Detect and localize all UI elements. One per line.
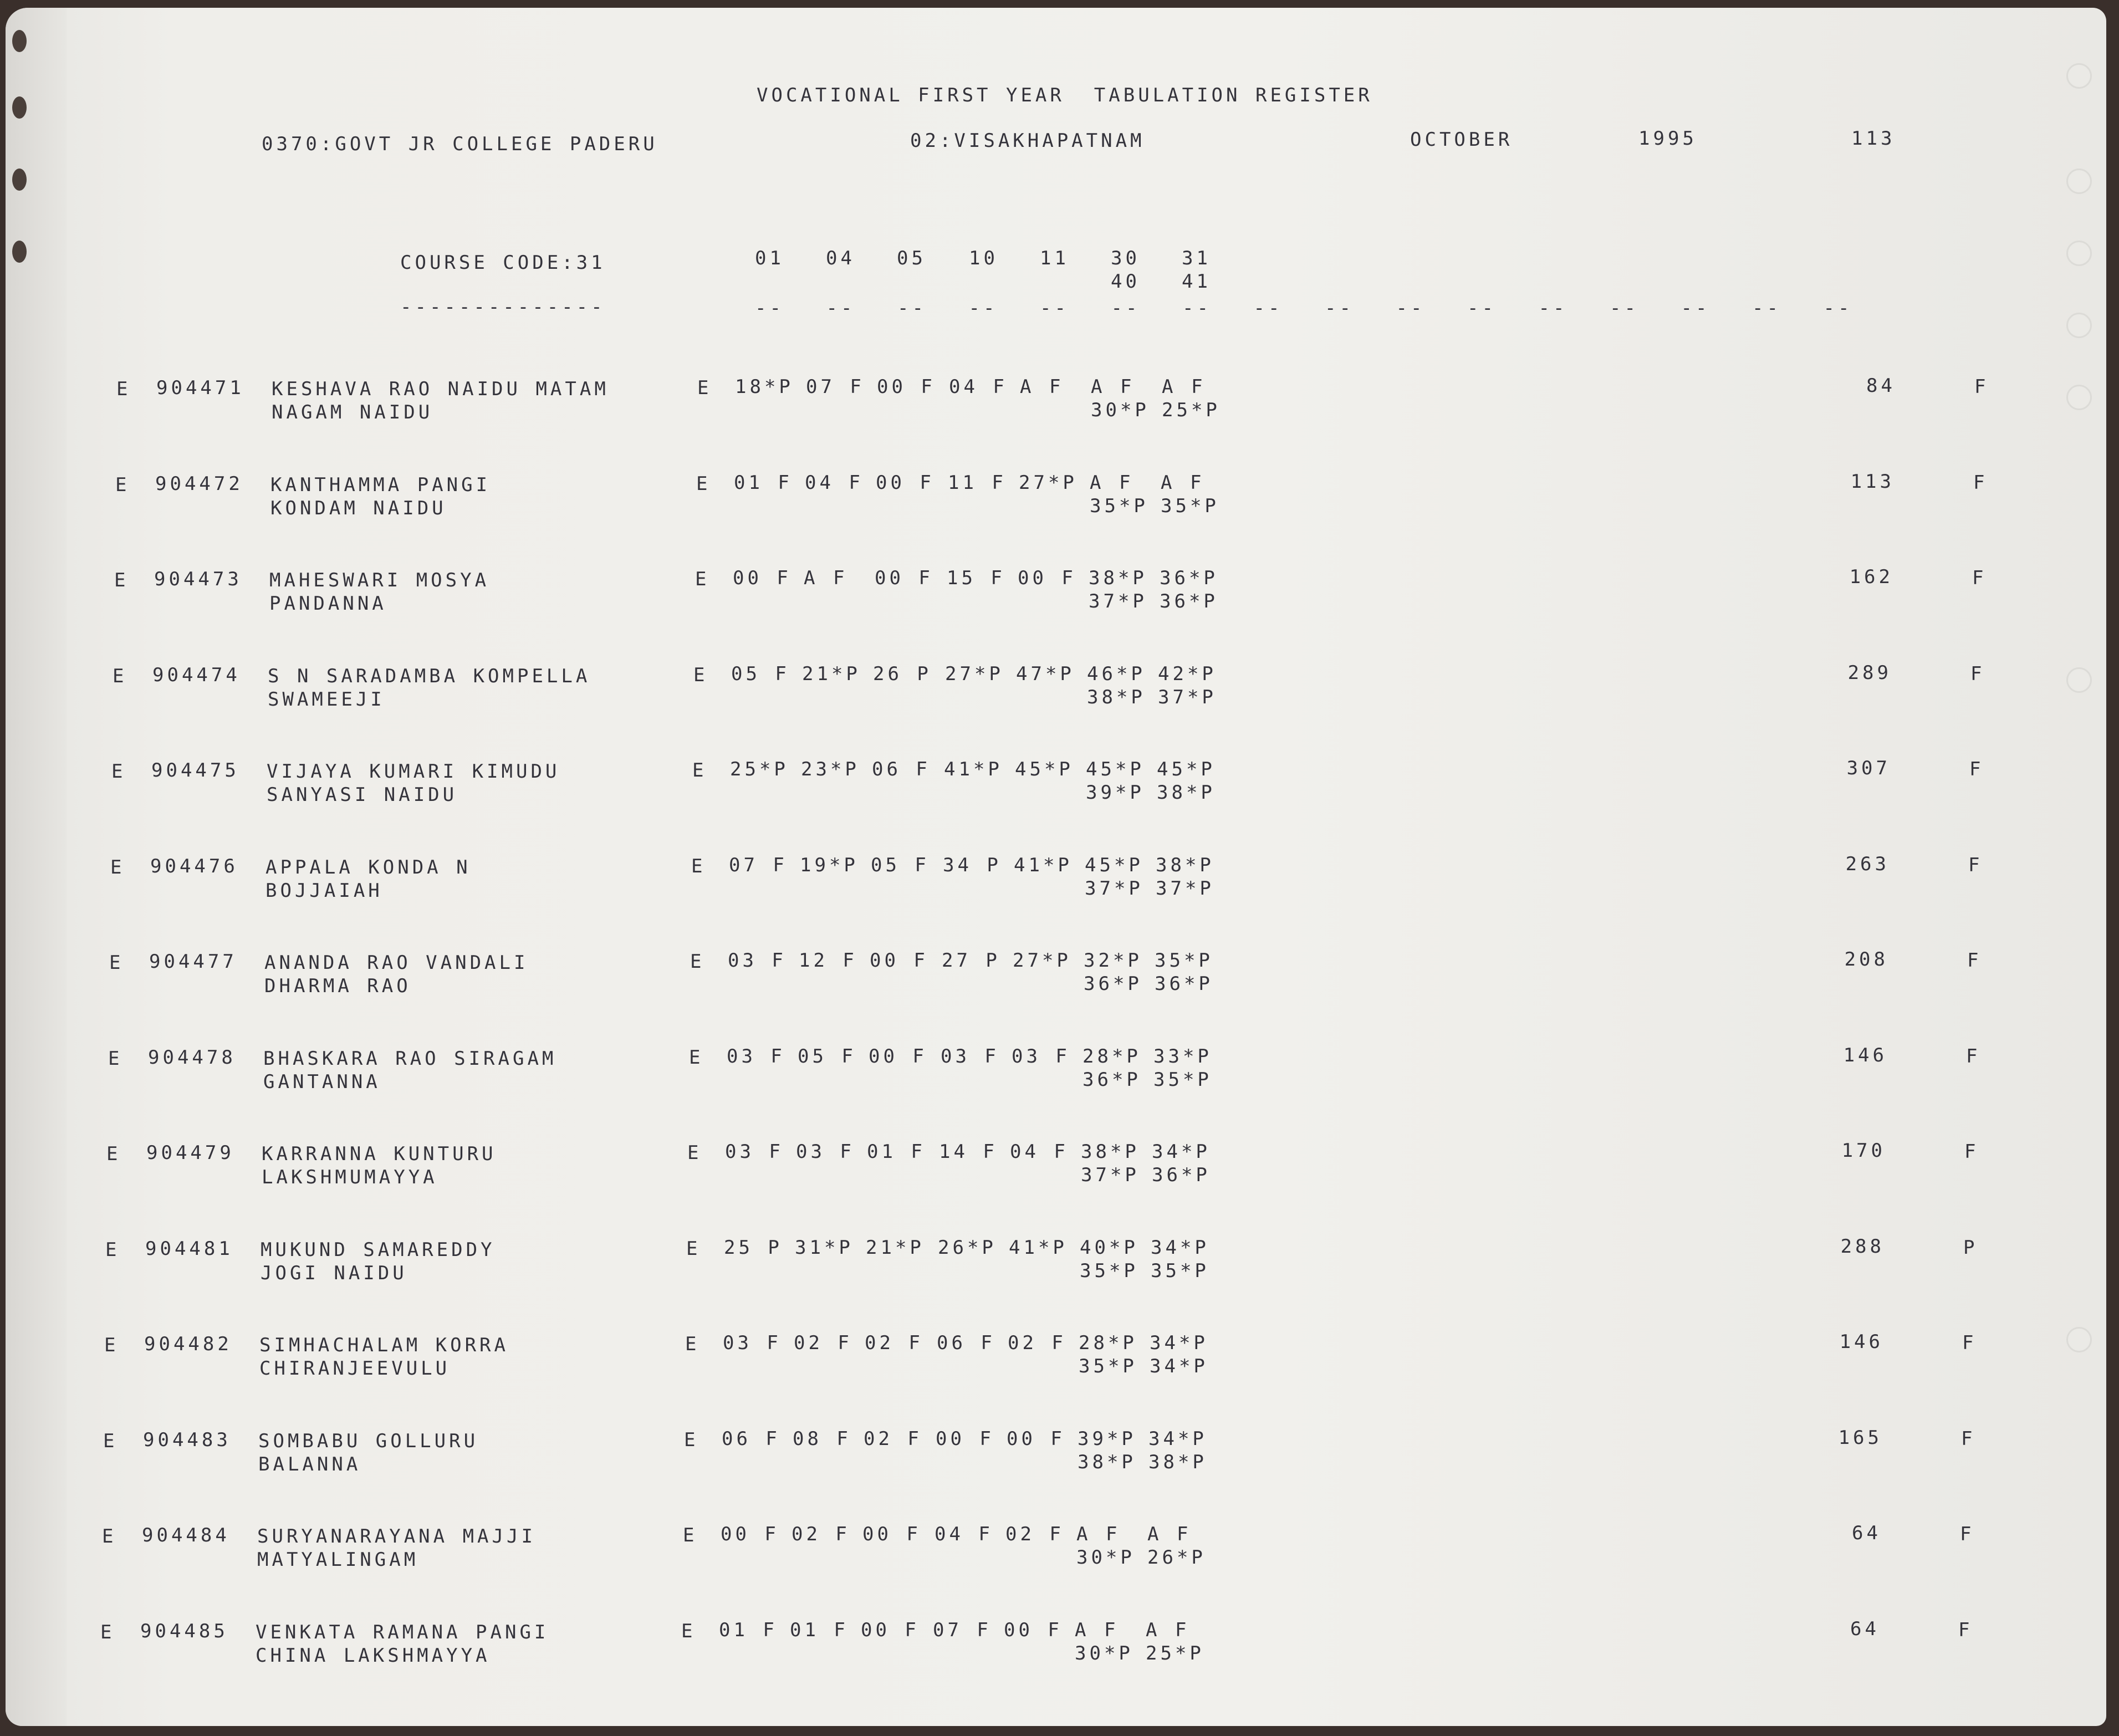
student-name: KANTHAMMA PANGI	[270, 473, 491, 496]
subject-code: 01	[755, 247, 784, 269]
result-status: F	[1966, 1045, 1981, 1068]
medium-code: E	[684, 1428, 699, 1451]
subject-mark: 21*P	[866, 1236, 925, 1259]
father-name: CHINA LAKSHMAYYA	[256, 1644, 491, 1667]
student-row	[6, 1037, 2106, 1092]
exam-type: E	[111, 760, 126, 783]
tractor-hole	[2066, 241, 2092, 266]
result-status: F	[1970, 662, 1985, 685]
roll-number: 904482	[144, 1333, 232, 1355]
student-name: SOMBABU GOLLURU	[258, 1429, 479, 1452]
subject-mark: 02 F	[792, 1523, 850, 1545]
binder-hole	[12, 30, 27, 52]
father-name: MATYALINGAM	[257, 1549, 419, 1571]
roll-number: 904471	[156, 377, 244, 399]
subject-mark: 08 F	[793, 1427, 851, 1450]
total-marks: 289	[1847, 661, 1892, 684]
subject-mark: 02 F	[1005, 1523, 1064, 1545]
subject-mark: 00 F	[862, 1523, 921, 1545]
student-name: MAHESWARI MOSYA	[269, 569, 490, 591]
subject-mark-secondary: 30*P	[1076, 1546, 1135, 1569]
subject-mark: 03 F	[941, 1045, 999, 1068]
subject-mark: 02 F	[1008, 1332, 1066, 1354]
college-name: 0370:GOVT JR COLLEGE PADERU	[262, 133, 658, 155]
subject-mark: 00 F	[1007, 1427, 1065, 1450]
student-name: KESHAVA RAO NAIDU MATAM	[272, 378, 609, 400]
subject-mark: 00 F	[877, 376, 936, 398]
result-status: F	[1972, 567, 1987, 589]
subject-mark: 45*P	[1086, 758, 1145, 780]
roll-number: 904473	[154, 568, 242, 590]
subject-mark: 00 F	[721, 1523, 779, 1545]
column-dash: --	[1610, 297, 1639, 319]
father-name: JOGI NAIDU	[261, 1262, 407, 1284]
total-marks: 288	[1840, 1235, 1885, 1258]
subject-mark: 28*P	[1083, 1045, 1141, 1068]
subject-mark: 03 F	[727, 1045, 785, 1068]
father-name: BALANNA	[258, 1453, 361, 1475]
column-dash: --	[1681, 297, 1710, 319]
subject-code-secondary: 41	[1182, 270, 1211, 293]
subject-mark: 02 F	[794, 1332, 852, 1354]
medium-code: E	[681, 1620, 696, 1642]
exam-type: E	[103, 1429, 118, 1452]
subject-mark-secondary: 38*P	[1157, 782, 1216, 804]
student-row	[6, 654, 2106, 709]
roll-number: 904481	[145, 1237, 233, 1260]
subject-mark-secondary: 38*P	[1078, 1451, 1136, 1473]
subject-mark: A F	[1020, 376, 1064, 398]
result-status: F	[1960, 1523, 1975, 1545]
medium-code: E	[691, 855, 706, 877]
result-status: F	[1964, 1141, 1979, 1163]
subject-mark: 03 F	[1012, 1045, 1070, 1068]
subject-mark: 00 F	[875, 567, 933, 589]
medium-code: E	[692, 759, 707, 782]
subject-mark-secondary: 36*P	[1160, 590, 1218, 612]
subject-mark: A F	[1091, 376, 1135, 398]
subject-mark: 00 F	[861, 1618, 920, 1641]
student-name: MUKUND SAMAREDDY	[261, 1238, 496, 1261]
subject-mark-secondary: 35*P	[1080, 1259, 1138, 1282]
roll-number: 904474	[152, 663, 241, 686]
page-number: 113	[1851, 127, 1896, 150]
exam-type: E	[106, 1143, 121, 1165]
total-marks: 64	[1852, 1522, 1881, 1544]
subject-mark: 34*P	[1151, 1236, 1209, 1259]
district-name: 02:VISAKHAPATNAM	[910, 130, 1145, 152]
subject-mark: 41*P	[944, 758, 1003, 780]
subject-mark: 04 F	[805, 471, 864, 494]
subject-mark-secondary: 38*P	[1148, 1451, 1207, 1473]
father-name: SWAMEEJI	[268, 688, 385, 711]
exam-type: E	[102, 1525, 117, 1548]
subject-mark: 00 F	[876, 471, 935, 494]
student-row	[6, 845, 2106, 901]
subject-mark: 25 P	[724, 1236, 783, 1259]
course-code: COURSE CODE:31	[400, 252, 606, 274]
exam-type: E	[114, 569, 129, 591]
total-marks: 170	[1841, 1140, 1886, 1162]
course-underline: --------------	[400, 296, 606, 318]
exam-type: E	[113, 665, 127, 687]
subject-mark: 19*P	[800, 854, 859, 876]
subject-code: 11	[1040, 247, 1069, 269]
total-marks: 208	[1844, 948, 1888, 971]
tractor-hole	[2066, 63, 2092, 89]
subject-mark: 39*P	[1078, 1427, 1136, 1450]
roll-number: 904477	[149, 951, 237, 973]
student-row	[6, 1323, 2106, 1378]
subject-mark: 45*P	[1015, 758, 1074, 780]
roll-number: 904472	[155, 472, 243, 495]
column-dash: --	[1182, 297, 1212, 319]
roll-number: 904483	[143, 1428, 231, 1451]
subject-mark: 28*P	[1079, 1332, 1137, 1354]
column-dash: --	[1396, 297, 1426, 319]
student-row	[6, 1228, 2106, 1283]
subject-mark: 27*P	[1013, 949, 1071, 972]
medium-code: E	[695, 568, 710, 590]
subject-mark-secondary: 35*P	[1161, 494, 1219, 517]
column-dash: --	[1538, 297, 1568, 319]
subject-mark: 41*P	[1014, 854, 1073, 876]
roll-number: 904475	[151, 759, 239, 782]
subject-mark: A F	[1161, 471, 1205, 494]
column-dash: --	[1752, 297, 1781, 319]
subject-mark: A F	[1076, 1523, 1121, 1545]
subject-mark-secondary: 37*P	[1156, 877, 1214, 900]
subject-mark: 00 F	[733, 567, 792, 589]
subject-mark-secondary: 25*P	[1146, 1642, 1204, 1664]
subject-mark: 12 F	[799, 949, 857, 972]
subject-mark: 03 F	[723, 1332, 782, 1354]
subject-mark: 38*P	[1089, 567, 1147, 589]
subject-mark: 34*P	[1152, 1141, 1211, 1163]
student-row	[6, 1610, 2106, 1666]
subject-mark: 00 F	[936, 1427, 994, 1450]
subject-mark: 00 F	[870, 949, 928, 972]
exam-type: E	[104, 1334, 119, 1356]
medium-code: E	[689, 1046, 704, 1069]
subject-mark-secondary: 36*P	[1155, 973, 1213, 995]
subject-mark: 46*P	[1087, 662, 1146, 685]
exam-type: E	[110, 856, 125, 879]
binder-hole	[12, 96, 27, 119]
subject-mark: A F	[804, 567, 848, 589]
subject-mark: 01 F	[734, 471, 793, 494]
subject-mark-secondary: 36*P	[1152, 1164, 1211, 1186]
medium-code: E	[686, 1237, 701, 1260]
subject-mark-secondary: 37*P	[1089, 590, 1147, 612]
total-marks: 64	[1850, 1617, 1880, 1640]
subject-mark: 34*P	[1148, 1427, 1207, 1450]
student-name: APPALA KONDA N	[265, 856, 471, 879]
subject-mark: 03 F	[728, 949, 787, 972]
medium-code: E	[697, 377, 712, 399]
result-status: F	[1962, 1332, 1977, 1354]
column-dash: --	[1111, 297, 1141, 319]
subject-mark: 02 F	[865, 1332, 923, 1354]
subject-code: 31	[1182, 247, 1211, 269]
subject-mark: 07 F	[933, 1618, 992, 1641]
subject-mark: A F	[1090, 471, 1134, 494]
student-name: BHASKARA RAO SIRAGAM	[263, 1047, 557, 1070]
exam-month: OCTOBER	[1410, 129, 1513, 151]
column-dash: --	[968, 297, 998, 319]
subject-mark: 26*P	[938, 1236, 997, 1259]
subject-mark: 04 F	[935, 1523, 993, 1545]
subject-mark: 04 F	[1010, 1141, 1069, 1163]
subject-mark: 05 F	[871, 854, 930, 876]
column-dash: --	[1823, 297, 1853, 319]
binder-hole	[12, 241, 27, 263]
subject-mark: 04 F	[949, 376, 1008, 398]
student-row	[6, 463, 2106, 518]
exam-type: E	[108, 1047, 123, 1070]
exam-type: E	[105, 1238, 120, 1261]
subject-code-secondary: 40	[1111, 270, 1140, 293]
father-name: CHIRANJEEVULU	[259, 1357, 451, 1380]
subject-mark: 14 F	[939, 1141, 998, 1163]
roll-number: 904485	[140, 1620, 228, 1642]
roll-number: 904476	[150, 855, 238, 877]
father-name: PANDANNA	[269, 593, 387, 615]
subject-mark-secondary: 35*P	[1151, 1259, 1209, 1282]
subject-mark: 00 F	[869, 1045, 927, 1068]
total-marks: 165	[1838, 1426, 1882, 1449]
subject-mark: 00 F	[1018, 567, 1076, 589]
exam-year: 1995	[1638, 127, 1697, 150]
subject-mark-secondary: 36*P	[1083, 1068, 1141, 1091]
subject-mark: 01 F	[719, 1618, 778, 1641]
subject-mark: 11 F	[948, 471, 1007, 494]
father-name: LAKSHMUMAYYA	[262, 1166, 438, 1188]
student-row	[6, 749, 2106, 805]
total-marks: 263	[1845, 852, 1890, 875]
subject-mark: 03 F	[725, 1141, 784, 1163]
subject-mark-secondary: 35*P	[1090, 494, 1148, 517]
roll-number: 904484	[142, 1524, 230, 1546]
total-marks: 113	[1850, 470, 1895, 493]
subject-mark: 05 F	[731, 662, 790, 685]
roll-number: 904479	[146, 1142, 234, 1164]
subject-mark: 38*P	[1081, 1141, 1140, 1163]
medium-code: E	[683, 1524, 698, 1546]
total-marks: 146	[1843, 1044, 1887, 1066]
subject-mark-secondary: 36*P	[1084, 973, 1142, 995]
total-marks: 146	[1839, 1331, 1883, 1353]
subject-mark: 47*P	[1016, 662, 1075, 685]
father-name: BOJJAIAH	[265, 879, 383, 902]
student-name: VIJAYA KUMARI KIMUDU	[267, 760, 560, 783]
subject-mark-secondary: 34*P	[1150, 1355, 1208, 1377]
subject-mark: 07 F	[806, 376, 865, 398]
student-name: ANANDA RAO VANDALI	[264, 952, 529, 974]
student-name: SIMHACHALAM KORRA	[259, 1334, 509, 1356]
student-name: SURYANARAYANA MAJJI	[257, 1525, 536, 1548]
subject-mark-secondary: 25*P	[1162, 399, 1221, 421]
subject-mark: 21*P	[802, 662, 861, 685]
subject-code: 30	[1111, 247, 1140, 269]
subject-mark: A F	[1162, 376, 1206, 398]
subject-mark-secondary: 35*P	[1153, 1068, 1212, 1091]
result-status: F	[1974, 376, 1989, 398]
subject-mark: 34 P	[943, 854, 1002, 876]
result-status: F	[1968, 854, 1983, 876]
subject-mark-secondary: 38*P	[1087, 686, 1146, 708]
subject-mark: 26 P	[873, 662, 932, 685]
student-row	[6, 1132, 2106, 1187]
student-name: S N SARADAMBA KOMPELLA	[268, 665, 591, 687]
subject-mark: 18*P	[735, 376, 794, 398]
subject-mark-secondary: 37*P	[1158, 686, 1217, 708]
subject-mark: 05 F	[798, 1045, 856, 1068]
subject-mark: A F	[1146, 1618, 1190, 1641]
subject-mark: 38*P	[1156, 854, 1214, 876]
total-marks: 162	[1849, 566, 1893, 588]
column-dash: --	[826, 297, 856, 319]
subject-mark: 27*P	[945, 662, 1004, 685]
medium-code: E	[687, 1142, 702, 1164]
student-row	[6, 941, 2106, 996]
column-dash: --	[1253, 297, 1283, 319]
subject-mark: 06 F	[872, 758, 931, 780]
subject-mark: 03 F	[796, 1141, 855, 1163]
column-dash: --	[755, 297, 784, 319]
subject-mark: 42*P	[1158, 662, 1217, 685]
subject-mark: 00 F	[1004, 1618, 1063, 1641]
subject-mark: 45*P	[1157, 758, 1216, 780]
result-status: F	[1958, 1618, 1973, 1641]
exam-type: E	[115, 473, 130, 496]
total-marks: 84	[1866, 375, 1896, 397]
subject-mark: A F	[1147, 1523, 1192, 1545]
subject-mark: 27 P	[942, 949, 1000, 972]
subject-mark: 27*P	[1019, 471, 1078, 494]
student-row	[6, 558, 2106, 614]
exam-type: E	[109, 952, 124, 974]
exam-type: E	[116, 378, 131, 400]
subject-mark: 25*P	[730, 758, 789, 780]
student-name: VENKATA RAMANA PANGI	[256, 1621, 549, 1643]
subject-mark-secondary: 37*P	[1081, 1164, 1140, 1186]
subject-mark: 35*P	[1155, 949, 1213, 972]
father-name: DHARMA RAO	[264, 975, 411, 997]
result-status: F	[1973, 471, 1988, 494]
subject-mark: 32*P	[1084, 949, 1142, 972]
student-name: KARRANNA KUNTURU	[262, 1143, 497, 1165]
subject-code: 05	[897, 247, 926, 269]
result-status: F	[1967, 949, 1982, 972]
subject-mark: 15 F	[947, 567, 1005, 589]
subject-mark: A F	[1075, 1618, 1119, 1641]
medium-code: E	[690, 951, 705, 973]
subject-mark: 01 F	[790, 1618, 849, 1641]
subject-mark: 36*P	[1160, 567, 1218, 589]
student-row	[6, 1514, 2106, 1570]
student-row	[6, 1419, 2106, 1474]
binder-hole	[12, 169, 27, 191]
roll-number: 904478	[148, 1046, 236, 1069]
subject-mark: 07 F	[729, 854, 788, 876]
student-row	[6, 367, 2106, 422]
subject-mark: 23*P	[801, 758, 860, 780]
subject-mark: 31*P	[795, 1236, 854, 1259]
register-sheet	[6, 8, 2106, 1726]
subject-mark-secondary: 30*P	[1091, 399, 1150, 421]
subject-mark: 33*P	[1153, 1045, 1212, 1068]
subject-mark: 40*P	[1080, 1236, 1138, 1259]
subject-mark: 34*P	[1150, 1332, 1208, 1354]
result-status: F	[1969, 758, 1984, 780]
exam-type: E	[100, 1621, 115, 1643]
total-marks: 307	[1846, 757, 1891, 779]
father-name: NAGAM NAIDU	[272, 401, 433, 423]
subject-mark-secondary: 35*P	[1079, 1355, 1137, 1377]
column-dash: --	[897, 297, 927, 319]
subject-code: 04	[826, 247, 855, 269]
column-dash: --	[1325, 297, 1354, 319]
father-name: SANYASI NAIDU	[267, 784, 458, 806]
subject-mark: 45*P	[1085, 854, 1143, 876]
column-dash: --	[1467, 297, 1497, 319]
subject-mark-secondary: 26*P	[1147, 1546, 1206, 1569]
father-name: KONDAM NAIDU	[270, 497, 447, 519]
father-name: GANTANNA	[263, 1070, 381, 1093]
tractor-hole	[2066, 313, 2092, 338]
subject-mark: 02 F	[864, 1427, 922, 1450]
subject-code: 10	[969, 247, 998, 269]
register-title: VOCATIONAL FIRST YEAR TABULATION REGISTER	[757, 84, 1373, 106]
column-dash: --	[1040, 297, 1069, 319]
medium-code: E	[685, 1333, 700, 1355]
subject-mark: 01 F	[867, 1141, 926, 1163]
subject-mark-secondary: 39*P	[1086, 782, 1145, 804]
result-status: P	[1963, 1236, 1978, 1259]
subject-mark-secondary: 30*P	[1075, 1642, 1133, 1664]
subject-mark: 06 F	[937, 1332, 995, 1354]
subject-mark: 41*P	[1009, 1236, 1068, 1259]
result-status: F	[1961, 1427, 1976, 1450]
subject-mark: 06 F	[722, 1427, 780, 1450]
subject-mark-secondary: 37*P	[1085, 877, 1143, 900]
tractor-hole	[2066, 169, 2092, 194]
medium-code: E	[693, 663, 708, 686]
medium-code: E	[696, 472, 711, 495]
